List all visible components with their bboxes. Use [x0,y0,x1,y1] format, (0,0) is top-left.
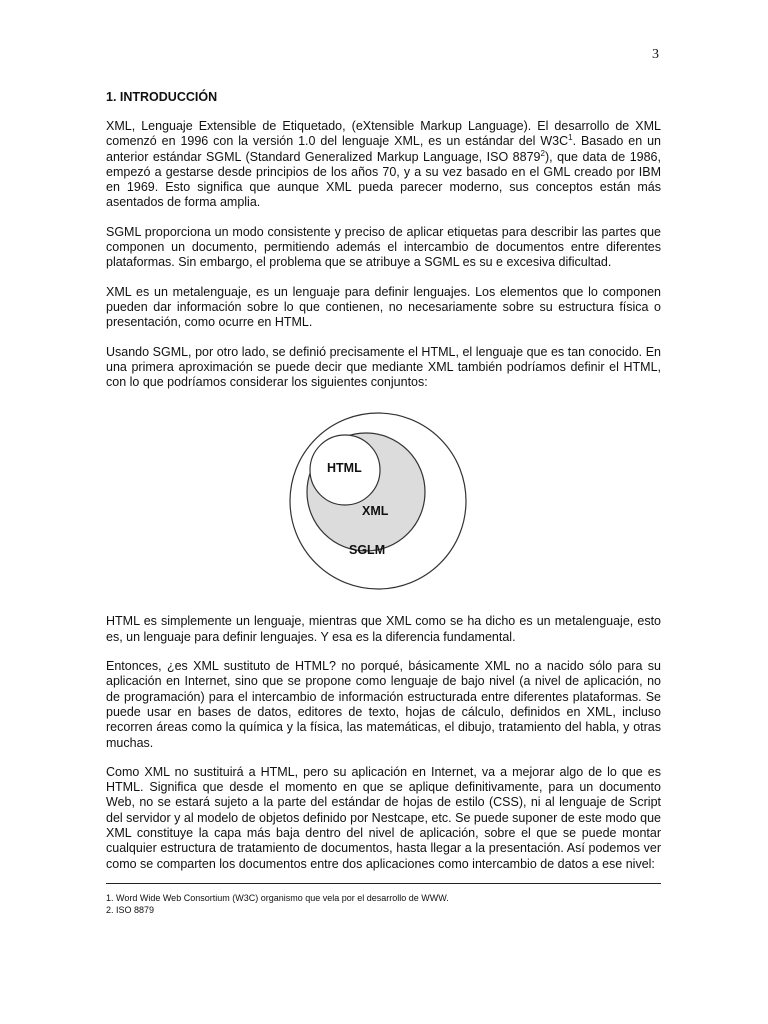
page-number: 3 [652,47,659,62]
paragraph-sets-intro: Usando SGML, por otro lado, se definió precisamente el HTML, el lenguaje que es tan conocido. En una primera aproximación se puede decir que mediante XML también podríamos definir el HTML, con lo que podríamos considerar los siguientes conjuntos: [106,344,661,390]
paragraph-sgml: SGML proporciona un modo consistente y preciso de aplicar etiquetas para describir las partes que componen un documento, permitiendo además el intercambio de documentos entre diferentes plataformas. Sin embargo, el problema que se atribuye a SGML es su e excesiva dificultad. [106,224,661,270]
paragraph-substitute: Entonces, ¿es XML sustituto de HTML? no porqué, básicamente XML no a nacido sólo para su aplicación en Internet, sino que se propone como lenguaje de bajo nivel (a nivel de aplicación, no de programación) para el intercambio de información estructurada entre diferentes plataformas. Se puede usar en bases de datos, editores de texto, hojas de cálculo, definidos en XML, incluso recorren áreas como la química y la física, las matemáticas, el dibujo, tratamiento del habla, y otras muchas. [106,659,661,750]
section-heading: 1. INTRODUCCIÓN [106,90,218,104]
sets-diagram-svg [106,412,661,590]
paragraph-xml-intro [106,119,661,211]
footnote-2: 2. ISO 8879 [106,904,155,915]
paragraph-text: . Basado en un anterior estándar SGML (Standard Generalized Markup Language, ISO 8879 [106,134,661,164]
html-set-label: HTML [327,461,362,476]
paragraph-text: ), que data de 1986, empezó a gestarse desde principios de los años 70, y a su vez basado en el GML creado por IBM en 1969. Esto significa que aunque XML pueda parecer moderno, sus conceptos están más asentados de forma amplia. [106,149,661,210]
footnote-divider [106,883,661,884]
paragraph-text: XML, Lenguaje Extensible de Etiquetado, (eXtensible Markup Language). El desarrollo de XML comenzó en 1996 con la versión 1.0 del lenguaje XML, es un estándar del W3C [106,119,661,149]
paragraph-difference: HTML es simplemente un lenguaje, mientras que XML como se ha dicho es un metalenguaje, esto es, un lenguaje para definir lenguajes. Y esa es la diferencia fundamental. [106,614,661,644]
paragraph-application-layer: Como XML no sustituirá a HTML, pero su aplicación en Internet, va a mejorar algo de lo que es HTML. Significa que desde el momento en que se aplique definitivamente, para un documento Web, no se estará sujeto a la parte del estándar de hojas de estilo (CSS), ni al lenguaje de Script del servidor y al modelo de objetos definido por Nestcape, etc. Se puede suponer de este modo que XML constituye la capa más baja dentro del nivel de aplicación, sobre el que se puede montar cualquier estructura de tratamiento de documentos, hasta llegar a la presentación. Así podemos ver como se comparten los documentos entre dos aplicaciones como intercambio de datos a ese nivel: [106,764,661,871]
xml-set-label: XML [362,504,389,519]
sets-diagram [106,412,661,590]
sgml-set-label: SGLM [349,543,386,558]
main-content [106,90,661,886]
footnotes [106,893,661,916]
footnote-ref-1: 1 [568,133,573,143]
footnote-ref-2: 2 [540,148,545,158]
footnote-1: 1. Word Wide Web Consortium (W3C) organismo que vela por el desarrollo de WWW. [106,893,449,903]
paragraph-metalanguage: XML es un metalenguaje, es un lenguaje para definir lenguajes. Los elementos que lo componen pueden dar información sobre lo que contienen, no necesariamente sobre su estructura física o presentación, como ocurre en HTML. [106,284,661,330]
